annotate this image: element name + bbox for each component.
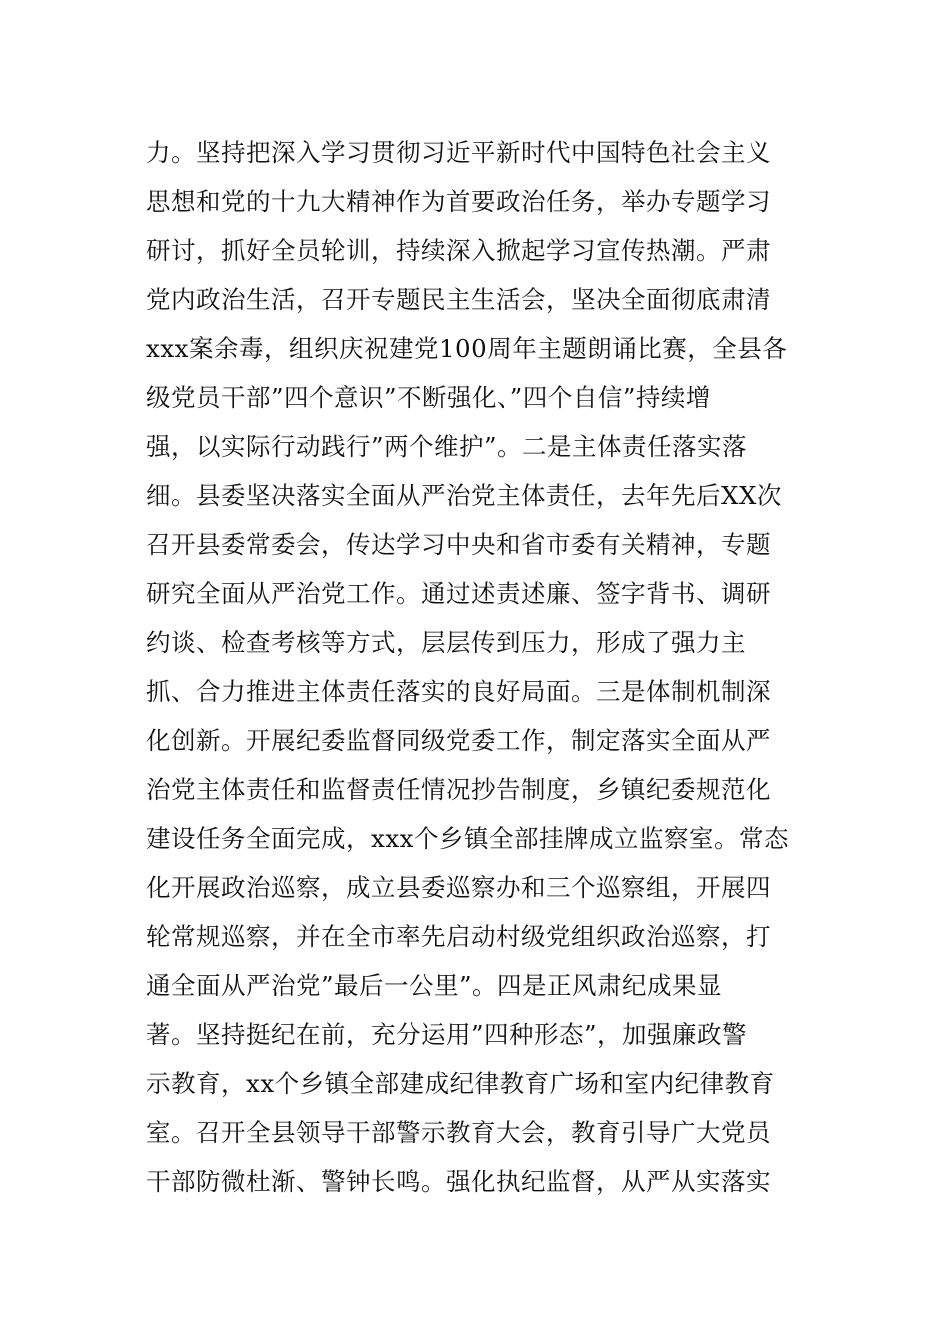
text-line: 细。县委坚决落实全面从严治党主体责任，去年先后XX次 <box>146 481 782 510</box>
text-line: 研究全面从严治党工作。通过述责述廉、签字背书、调研 <box>146 579 771 608</box>
text-line: 化开展政治巡察，成立县委巡察办和三个巡察组，开展四 <box>146 873 771 902</box>
text-line: 强，以实际行动践行”两个维护”。二是主体责任落实落 <box>146 432 748 461</box>
text-line: 召开县委常委会，传达学习中央和省市委有关精神，专题 <box>146 530 771 559</box>
text-line: 抓、合力推进主体责任落实的良好局面。三是体制机制深 <box>146 677 771 706</box>
text-line: 室。召开全县领导干部警示教育大会，教育引导广大党员 <box>146 1118 771 1147</box>
text-line: 思想和党的十九大精神作为首要政治任务，举办专题学习 <box>146 187 771 216</box>
text-line: 干部防微杜渐、警钟长鸣。强化执纪监督，从严从实落实 <box>146 1167 771 1196</box>
text-line: 研讨，抓好全员轮训，持续深入掀起学习宣传热潮。严肃 <box>146 236 771 265</box>
text-line: 治党主体责任和监督责任情况抄告制度，乡镇纪委规范化 <box>146 775 771 804</box>
text-line: 建设任务全面完成，xxx个乡镇全部挂牌成立监察室。常态 <box>146 824 789 853</box>
text-line: 级党员干部”四个意识”不断强化、”四个自信”持续增 <box>146 383 711 412</box>
text-line: 党内政治生活，召开专题民主生活会，坚决全面彻底肃清 <box>146 285 771 314</box>
text-line: 示教育，xx个乡镇全部建成纪律教育广场和室内纪律教育 <box>146 1069 775 1098</box>
text-line: 约谈、检查考核等方式，层层传到压力，形成了强力主 <box>146 628 746 657</box>
text-line: 通全面从严治党”最后一公里”。四是正风肃纪成果显 <box>146 971 723 1000</box>
text-line: 著。坚持挺纪在前，充分运用”四种形态”，加强廉政警 <box>146 1020 748 1049</box>
text-line: 轮常规巡察，并在全市率先启动村级党组织政治巡察，打 <box>146 922 771 951</box>
text-line: 力。坚持把深入学习贯彻习近平新时代中国特色社会主义 <box>146 138 771 167</box>
body-text <box>146 128 816 1206</box>
text-line: xxx案余毒，组织庆祝建党100周年主题朗诵比赛，全县各 <box>146 334 788 363</box>
text-line: 化创新。开展纪委监督同级党委工作，制定落实全面从严 <box>146 726 771 755</box>
